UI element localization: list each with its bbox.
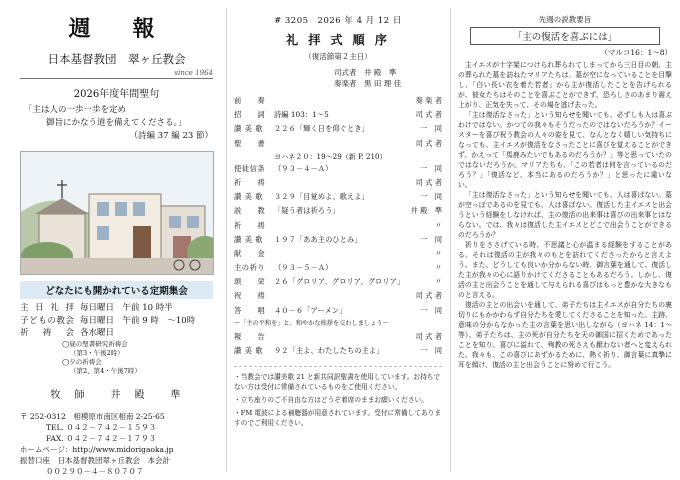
order-item (234, 94, 442, 108)
sermon-paragraph: 祈りをささげている時、不思議と心が温まる経験をすることがある。それは復活の主が我々のもとを訪れてくださったからと言えよう。また、どうしても良いか分からない時、御言葉を通して、復活した主が我々の心に語りかけてくださることもあるだろう。しかし、復活の主と出会うことを通して与えられる喜びはもっと豊かな大きなものと言える。 (458, 241, 672, 299)
order-item-name: 聖 書 (234, 138, 266, 148)
order-item-detail (274, 330, 406, 344)
order-item (234, 261, 442, 275)
order-item-name: 讃 美 歌 (234, 192, 264, 202)
order-item-detail: 詩編 103：1～5 (274, 110, 329, 120)
sermon-scripture-reference: （マルコ16：1～8） (600, 48, 672, 57)
presider: 司式者 井 殿 準 (334, 68, 397, 77)
order-item-name: 使徒信条 (234, 163, 266, 173)
order-item-detail: 「疑う者は祈ろう」 (274, 206, 340, 216)
prayer-meeting-detail: （第3・午後2時） (70, 348, 124, 357)
meeting-row (20, 327, 213, 340)
order-item-detail: ２６「グロリア、グロリア、グロリア」 (274, 277, 405, 287)
year-theme-heading: 2026年度年間聖句 (73, 89, 160, 100)
order-title: 礼 拝 式 順 序 (286, 33, 390, 47)
order-item-detail (274, 247, 406, 261)
order-item-name: 讃 美 歌 (234, 234, 264, 244)
order-item-detail: ４０－６「アーメン」 (274, 305, 347, 315)
sermon-paragraph: 主イエスが十字架につけられ葬られてしまってから三日目の朝、主の葬られた墓を訪ねたマリアたちは、墓が空になっていることを目撃し、「白い長い衣を着た若者」から主が復活したことを告げられるが、彼女たちはそのことを喜ぶことができず、恐ろしさのあまり震え上がり、正気を失って、その場を逃げ去った。 (458, 61, 672, 109)
order-item (234, 137, 442, 151)
order-item-detail: １９７「ああ主のひとみ」 (274, 234, 362, 244)
church-building-illustration (20, 151, 214, 275)
meeting-name: 祈 祷 会 (20, 328, 74, 338)
worship-notes (234, 366, 442, 428)
order-item-name: 献 金 (234, 248, 266, 258)
order-item-detail: ２２６「輝く日を仰ぐとき」 (274, 124, 369, 134)
account-label: 振替口座 (20, 455, 50, 465)
transfer-account (20, 455, 213, 466)
peace-greeting-note: ～「主の平和を」と、和やかな挨拶を交わしましょう～ (234, 319, 389, 327)
theme-verse-line-1: 「主は人の一歩一歩を定め (24, 105, 127, 115)
issue-date: # 3205 2026 年 4 月 12 日 (274, 16, 402, 26)
order-item-name: 報 告 (234, 331, 266, 341)
order-item-leader: 〃 (434, 248, 442, 258)
meeting-row (20, 315, 213, 328)
bulletin-cover-column (0, 0, 225, 480)
order-list-after (234, 330, 442, 358)
order-item-continuation: ヨハネ２０：19～29（新 P. 210） (274, 151, 387, 161)
order-item-leader: 一 同 (420, 305, 442, 315)
order-item-name: 讃 美 歌 (234, 124, 264, 134)
order-item (234, 176, 442, 190)
prayer-meeting-detail: ◯夕の祈祷会 (62, 357, 102, 366)
pastor-name: 牧 師 井 殿 準 (50, 389, 183, 401)
theme-verse-reference: （詩編 37 編 23 節） (129, 131, 213, 141)
order-item (234, 289, 442, 303)
order-item (234, 344, 442, 358)
meeting-time: 各水曜日 (80, 328, 115, 338)
order-item-leader: 〃 (434, 277, 442, 287)
bulletin-title: 週 報 (68, 16, 165, 42)
order-item-name: 答 唱 (234, 305, 266, 315)
order-item-leader: 司 式 者 (415, 110, 442, 120)
order-item-detail (274, 176, 406, 190)
note-hearing-aid: ・FM 電波による補聴器が用意されています。受付に常備してありますのでご利用ください。 (234, 409, 442, 428)
church-name: 日本基督教団 翠ヶ丘教会 (47, 52, 186, 66)
order-item-name: 祝 祷 (234, 291, 266, 301)
order-item-detail (274, 219, 406, 233)
homepage-link[interactable]: ホームページ：http://www.midorigaoka.jp (20, 444, 174, 454)
order-item-name: 主の祈り (234, 263, 266, 273)
order-item-leader: 一 同 (420, 124, 442, 134)
sermon-paragraph: 「主は復活なさった」という知らせを聞いても、人は喜ばない。墓が空っぽであるのを見ても、人は喜ばない。復活した主イエスと出会うという経験をしなければ、主の復活の出来事は喜びの出来事とはならない。では、我々は復活した主イエスとどこで出会うことができるのだろうか？ (458, 191, 672, 239)
order-item-name: 前 奏 (234, 96, 266, 105)
note-seating: ・立ち座りのご不自由な方はどうぞ着席のままお願いください。 (234, 396, 428, 405)
order-item-leader: 〃 (434, 263, 442, 273)
sermon-title: 「主の復活を喜ぶには」 (470, 27, 660, 45)
order-item-detail (274, 137, 406, 151)
order-of-worship-column (228, 0, 448, 480)
meeting-time: 毎日曜日 午前 9 時 〜10時 (80, 315, 196, 326)
contact-block (20, 411, 213, 477)
order-item-name: 招 詞 (234, 110, 266, 120)
order-item-leader: 一 同 (420, 346, 442, 355)
church-building-image (21, 152, 213, 274)
order-item-name: 讃 美 歌 (234, 346, 264, 355)
column-divider (226, 8, 227, 472)
meetings-header: どなたにも開かれている定期集会 (20, 281, 213, 299)
order-item-leader: 司 式 者 (415, 331, 442, 341)
order-item (234, 204, 442, 218)
prayer-meeting-detail: ◯昼の聖書研究祈祷会 (62, 339, 128, 348)
order-item-detail: ３２９「目覚めよ、歌えよ」 (274, 192, 369, 202)
order-item (234, 190, 442, 204)
order-item-detail: （９３－４－Ａ） (274, 163, 333, 173)
order-item-leader: 司 式 者 (415, 177, 442, 187)
accompanist: 奏楽者 黒 田 理 佳 (334, 78, 402, 88)
order-item-name: 祈 祷 (234, 177, 266, 187)
order-item (234, 108, 442, 122)
sermon-paragraph: 「主は復活なさった」という知らせを聞いても、必ずしも人は喜ぶわけではない。かつての我々もそうだったのではないだろうか？イースターを喜び祝う教会の人々の姿を見て、なんとなく嬉しい気持ちになっても、主イエスが復活をなさったことに喜びを覚えることができず、かえって「馬鹿みたいでもあるのだろうか？」等と思っていたのではないだろうか。マリアたちも、「この若者は何を言っているのだろう？」「復活など、本当にあるのだろうか？」と思ったに違いない。 (458, 111, 672, 189)
order-item (234, 162, 442, 176)
order-item-leader: 一 同 (420, 234, 442, 244)
order-item-leader: 司 式 者 (415, 291, 442, 301)
order-item (234, 275, 442, 289)
order-item-leader: 司 式 者 (415, 138, 442, 148)
order-item-detail (274, 289, 406, 303)
meeting-name: 主日礼拝 (20, 303, 74, 313)
sermon-paragraph: 復活の主との出会いを通して、弟子たちは主イエスが自分たちの裏切りにもかかわらず自分たちを愛してくださることを知った。主跡、意味の分からなかった主の言葉を思い出しながら（ヨハネ 14：1～等）、弟子たちは、主の死が自分たちを天の御国に招くためであったことを知り、喜びに溢れて、殉教の死さえも厭わない者へと変えられた。我々も、この喜びにあずかるために、熱く祈り、御言葉に真摯に耳を傾け、復活の主と出会うことに努めて行こう。 (458, 301, 672, 369)
postal-address: 〒 252-0312 相模原市南区相南 2-25-65 (20, 411, 165, 421)
account-name: 日本基督教団翠ヶ丘教会 本会計 (57, 455, 170, 465)
order-item-detail (274, 94, 406, 108)
order-item (234, 122, 442, 136)
order-item (234, 233, 442, 247)
sermon-header: 先週の説教要旨 (538, 15, 592, 24)
order-item-name: 頌 栄 (234, 277, 266, 287)
order-list (234, 94, 442, 318)
meeting-row (20, 302, 213, 315)
order-item (234, 247, 442, 261)
order-item (234, 304, 442, 318)
order-item-leader: 奏 楽 者 (415, 96, 442, 105)
order-item (234, 219, 442, 233)
order-item-leader: 井 殿 準 (410, 206, 442, 216)
column-divider (450, 8, 451, 472)
prayer-meeting-detail: （第2、第4・午後7時） (70, 366, 141, 375)
meeting-time: 毎日曜日 午前 10 時半 (80, 303, 173, 313)
theme-verse (20, 104, 213, 143)
order-item-detail: ９２「主よ、わたしたちの主よ」 (274, 346, 384, 355)
order-item-detail: （９３－５－Ａ） (274, 263, 333, 273)
liturgical-day: （復活節第２主日） (304, 52, 372, 61)
theme-verse-line-2: 御旨にかなう道を備えてくださる。」 (46, 118, 187, 128)
order-item-leader: 一 同 (420, 163, 442, 173)
fax: FAX. ０４２－７４２－１７９３ (46, 433, 157, 443)
order-item-name: 説 教 (234, 206, 266, 216)
sermon-summary-column (452, 0, 680, 480)
meeting-name: 子どもの教会 (20, 315, 74, 326)
order-item-leader: 〃 (434, 220, 442, 230)
since-year: since 1964 (20, 69, 213, 79)
order-item-name: 祈 祷 (234, 220, 266, 230)
order-item (234, 330, 442, 344)
account-number: ００２９０－４－８０７０７ (46, 466, 144, 476)
order-item-leader: 一 同 (420, 192, 442, 202)
telephone: TEL. ０４２－７４２－１５９３ (46, 422, 157, 432)
note-hymnal: ・当教会では讃美歌 21 と新共同訳聖書を使用しています。お持ちでない方は受付に常備されているものをご使用ください。 (234, 373, 441, 392)
